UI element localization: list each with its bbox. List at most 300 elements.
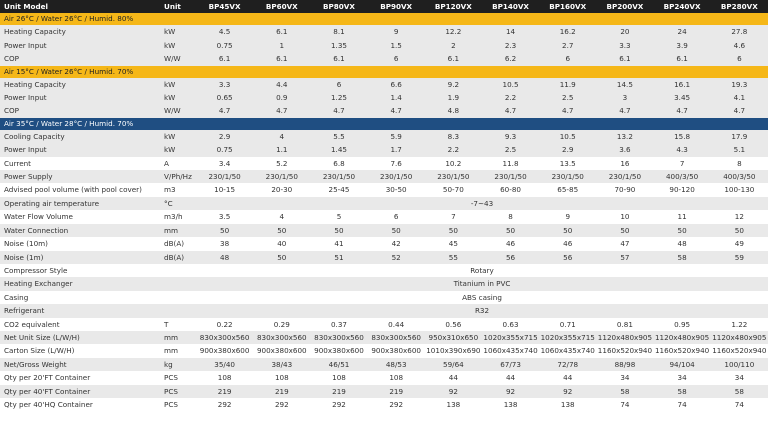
row-value: 17.9 [711,130,768,143]
row-value: 3.3 [196,78,253,91]
row-value: 292 [368,398,425,411]
row-unit: dB(A) [150,251,196,264]
row-value: 3.6 [596,143,653,156]
table-row [0,143,768,156]
row-value: 230/1/50 [310,170,367,183]
row-unit: T [150,318,196,331]
row-value: 3.9 [654,39,711,52]
row-unit: kW [150,39,196,52]
row-value: 4.8 [425,104,482,117]
row-unit: kW [150,130,196,143]
row-value: 49 [711,237,768,250]
row-label: COP [0,104,150,117]
row-value: 48 [654,237,711,250]
row-value: 0.71 [539,318,596,331]
row-value: 0.37 [310,318,367,331]
row-value: 6.1 [310,52,367,65]
row-value: 74 [711,398,768,411]
row-unit: mm [150,224,196,237]
row-value: 34 [596,371,653,384]
row-value: 19.3 [711,78,768,91]
row-value: 219 [196,385,253,398]
table-row [0,91,768,104]
row-value: 34 [711,371,768,384]
row-label: Power Input [0,143,150,156]
row-label: Net/Gross Weight [0,358,150,371]
table-row [0,264,768,277]
row-value: 10.2 [425,157,482,170]
row-value: 4.1 [711,91,768,104]
row-value-span: ABS casing [196,291,768,304]
row-value: 3.45 [654,91,711,104]
row-value-span: Titanium in PVC [196,277,768,290]
row-value: 6.1 [596,52,653,65]
row-label: Cooling Capacity [0,130,150,143]
row-value: 1060x435x740 [539,344,596,357]
row-value: 100-130 [711,183,768,196]
row-value: 6 [368,210,425,223]
row-label: Heating Exchanger [0,277,150,290]
row-value: 0.65 [196,91,253,104]
row-value: 108 [310,371,367,384]
row-unit: A [150,157,196,170]
row-value-span: Rotary [196,264,768,277]
row-value: 14.5 [596,78,653,91]
row-value: 90-120 [654,183,711,196]
table-row [0,237,768,250]
table-row [0,197,768,210]
row-unit: kW [150,91,196,104]
row-label: Carton Size (L/W/H) [0,344,150,357]
row-value: 4.7 [482,104,539,117]
row-value: 16.2 [539,25,596,38]
row-value: 58 [654,385,711,398]
row-value: 4.7 [539,104,596,117]
row-value: 9 [368,25,425,38]
row-value: 44 [539,371,596,384]
row-value: 57 [596,251,653,264]
row-label: Operating air temperature [0,197,150,210]
row-unit: kW [150,78,196,91]
row-value: 20 [596,25,653,38]
row-label: Net Unit Size (L/W/H) [0,331,150,344]
row-value: 1.7 [368,143,425,156]
row-value: 0.29 [253,318,310,331]
table-row [0,358,768,371]
row-value: 230/1/50 [539,170,596,183]
row-label: Heating Capacity [0,78,150,91]
row-value: 48/53 [368,358,425,371]
row-value: 2.3 [482,39,539,52]
row-value: 100/110 [711,358,768,371]
row-value: 58 [711,385,768,398]
row-unit: mm [150,331,196,344]
row-unit: m3 [150,183,196,196]
row-value: 4.7 [368,104,425,117]
row-value: 9 [539,210,596,223]
row-value: 38 [196,237,253,250]
row-value: 1 [253,39,310,52]
row-value: 74 [654,398,711,411]
row-label: Water Flow Volume [0,210,150,223]
row-value: 830x300x560 [253,331,310,344]
row-value: 50 [253,224,310,237]
row-unit: V/Ph/Hz [150,170,196,183]
row-value: 1120x480x905 [654,331,711,344]
row-unit: °C [150,197,196,210]
row-value: 108 [253,371,310,384]
section-row [0,66,768,78]
table-row [0,371,768,384]
row-value: 6.1 [425,52,482,65]
row-value: 1.5 [368,39,425,52]
row-value: 1010x390x690 [425,344,482,357]
row-label: COP [0,52,150,65]
row-value: 3.3 [596,39,653,52]
row-value: 2.9 [196,130,253,143]
table-row [0,385,768,398]
row-value: 6 [539,52,596,65]
row-value: 0.44 [368,318,425,331]
row-value: 6.2 [482,52,539,65]
row-value: 5.2 [253,157,310,170]
row-value: 3 [596,91,653,104]
row-label: Power Input [0,39,150,52]
row-value: 2.7 [539,39,596,52]
row-value: 10-15 [196,183,253,196]
row-label: Advised pool volume (with pool cover) [0,183,150,196]
row-label: Power Input [0,91,150,104]
row-label: Refrigerant [0,304,150,317]
row-unit [150,264,196,277]
row-value: 8 [482,210,539,223]
row-value: 1160x520x940 [596,344,653,357]
header-model: BP140VX [482,0,539,13]
row-value: 0.22 [196,318,253,331]
row-label: Qty per 40'FT Container [0,385,150,398]
row-value: 13.2 [596,130,653,143]
table-row [0,210,768,223]
header-model: BP120VX [425,0,482,13]
row-value: 4.7 [654,104,711,117]
row-value: 4 [253,130,310,143]
row-value: 0.95 [654,318,711,331]
row-value: 900x380x600 [253,344,310,357]
row-value: 138 [425,398,482,411]
row-value: 292 [196,398,253,411]
row-value: 138 [482,398,539,411]
table-row [0,183,768,196]
row-value: 4.6 [711,39,768,52]
row-value: 219 [310,385,367,398]
row-value: 59/64 [425,358,482,371]
row-value: 4 [253,210,310,223]
row-label: Compressor Style [0,264,150,277]
row-unit: kW [150,25,196,38]
row-value: 7.6 [368,157,425,170]
row-value: 0.75 [196,39,253,52]
row-value: 92 [539,385,596,398]
row-unit [150,291,196,304]
row-label: Heating Capacity [0,25,150,38]
row-unit: mm [150,344,196,357]
header-model: BP45VX [196,0,253,13]
row-value: 35/40 [196,358,253,371]
row-unit: W/W [150,104,196,117]
row-value: 1060x435x740 [482,344,539,357]
row-value: 6.1 [196,52,253,65]
row-value: 27.8 [711,25,768,38]
row-value: 16.1 [654,78,711,91]
row-value: 6.6 [368,78,425,91]
row-value: 1160x520x940 [711,344,768,357]
header-model: BP80VX [310,0,367,13]
row-value: 14 [482,25,539,38]
row-value: 50 [482,224,539,237]
row-value: 6.8 [310,157,367,170]
row-value: 20-30 [253,183,310,196]
row-value: 1020x355x715 [539,331,596,344]
row-unit: m3/h [150,210,196,223]
row-value: 11.9 [539,78,596,91]
row-value: 6.1 [253,25,310,38]
table-row [0,398,768,411]
row-value: 8 [711,157,768,170]
row-value: 292 [310,398,367,411]
row-value: 230/1/50 [596,170,653,183]
row-value: 0.9 [253,91,310,104]
row-value: 67/73 [482,358,539,371]
table-row [0,277,768,290]
table-row [0,52,768,65]
row-value: 219 [368,385,425,398]
row-value: 9.3 [482,130,539,143]
row-value: 4.7 [711,104,768,117]
row-value: 1.1 [253,143,310,156]
row-value: 230/1/50 [425,170,482,183]
row-value: 138 [539,398,596,411]
row-value: 900x380x600 [368,344,425,357]
row-value: 2 [425,39,482,52]
header-model: BP200VX [596,0,653,13]
row-label: Water Connection [0,224,150,237]
header-label: Unit Model [0,0,150,13]
row-value: 10 [596,210,653,223]
row-value: 6 [711,52,768,65]
row-unit: PCS [150,371,196,384]
row-value: 1.9 [425,91,482,104]
row-value: 38/43 [253,358,310,371]
row-value: 56 [482,251,539,264]
row-value: 2.9 [539,143,596,156]
row-value: 4.5 [196,25,253,38]
row-value: 1.35 [310,39,367,52]
row-value: 400/3/50 [711,170,768,183]
row-value: 50 [539,224,596,237]
row-label: Current [0,157,150,170]
row-value: 5 [310,210,367,223]
row-value: 92 [425,385,482,398]
table-row [0,331,768,344]
header-model: BP240VX [654,0,711,13]
row-value: 58 [654,251,711,264]
row-value: 292 [253,398,310,411]
row-value: 2.2 [482,91,539,104]
row-value: 46 [539,237,596,250]
row-unit [150,277,196,290]
row-value: 50 [711,224,768,237]
row-unit: dB(A) [150,237,196,250]
row-value: 41 [310,237,367,250]
row-value: 50 [654,224,711,237]
row-value: 5.9 [368,130,425,143]
row-value: 900x380x600 [196,344,253,357]
row-value: 1.45 [310,143,367,156]
row-value: 108 [196,371,253,384]
row-value: 11 [654,210,711,223]
row-value: 0.81 [596,318,653,331]
row-value: 7 [425,210,482,223]
row-value: 108 [368,371,425,384]
row-value: 5.5 [310,130,367,143]
table-row [0,130,768,143]
row-value: 10.5 [539,130,596,143]
row-value: 50-70 [425,183,482,196]
row-label: Noise (1m) [0,251,150,264]
row-label: Power Supply [0,170,150,183]
row-value: 900x380x600 [310,344,367,357]
row-value: 11.8 [482,157,539,170]
row-value: 6 [310,78,367,91]
row-value: 0.56 [425,318,482,331]
row-value: 4.7 [196,104,253,117]
row-label: Casing [0,291,150,304]
row-value-span: -7~43 [196,197,768,210]
row-value: 830x300x560 [196,331,253,344]
row-unit: kg [150,358,196,371]
row-value: 50 [368,224,425,237]
row-value: 8.3 [425,130,482,143]
section-title: Air 26°C / Water 26°C / Humid. 80% [0,13,768,25]
row-value: 219 [253,385,310,398]
header-model: BP90VX [368,0,425,13]
row-value: 16 [596,157,653,170]
table-row [0,291,768,304]
row-value: 3.5 [196,210,253,223]
row-value: 230/1/50 [196,170,253,183]
row-value: 88/98 [596,358,653,371]
table-row [0,25,768,38]
row-value: 30-50 [368,183,425,196]
row-value: 0.63 [482,318,539,331]
header-row [0,0,768,13]
table-row [0,318,768,331]
row-value: 830x300x560 [368,331,425,344]
table-row [0,39,768,52]
row-unit: W/W [150,52,196,65]
row-value: 1.25 [310,91,367,104]
row-value: 4.7 [310,104,367,117]
row-value: 0.75 [196,143,253,156]
row-label: CO2 equivalent [0,318,150,331]
row-value: 950x310x650 [425,331,482,344]
row-value: 830x300x560 [310,331,367,344]
header-model: BP60VX [253,0,310,13]
row-value: 12.2 [425,25,482,38]
row-value: 24 [654,25,711,38]
row-value: 230/1/50 [253,170,310,183]
row-value: 6.1 [253,52,310,65]
table-row [0,157,768,170]
row-value: 1160x520x940 [654,344,711,357]
row-value: 1.4 [368,91,425,104]
table-row [0,304,768,317]
row-value: 230/1/50 [482,170,539,183]
row-value: 40 [253,237,310,250]
row-value: 6.1 [654,52,711,65]
table-row [0,170,768,183]
row-value: 4.7 [253,104,310,117]
row-value: 7 [654,157,711,170]
row-value: 56 [539,251,596,264]
row-value: 1.22 [711,318,768,331]
row-value: 52 [368,251,425,264]
row-value: 94/104 [654,358,711,371]
row-value: 25-45 [310,183,367,196]
row-label: Noise (10m) [0,237,150,250]
row-value: 2.5 [539,91,596,104]
section-row [0,13,768,25]
row-label: Qty per 20'FT Container [0,371,150,384]
row-value: 10.5 [482,78,539,91]
row-value: 230/1/50 [368,170,425,183]
row-value: 42 [368,237,425,250]
table-row [0,104,768,117]
row-value: 59 [711,251,768,264]
row-value: 44 [425,371,482,384]
row-value: 65-85 [539,183,596,196]
header-unit: Unit [150,0,196,13]
row-value: 12 [711,210,768,223]
row-value: 13.5 [539,157,596,170]
row-value: 70-90 [596,183,653,196]
row-value: 50 [596,224,653,237]
row-value: 44 [482,371,539,384]
row-unit [150,304,196,317]
row-unit: PCS [150,398,196,411]
table-row [0,251,768,264]
header-model: BP280VX [711,0,768,13]
row-value: 72/78 [539,358,596,371]
row-value: 6 [368,52,425,65]
row-value: 58 [596,385,653,398]
row-label: Qty per 40'HQ Container [0,398,150,411]
row-unit: PCS [150,385,196,398]
table-row [0,224,768,237]
row-value: 47 [596,237,653,250]
section-title: Air 15°C / Water 26°C / Humid. 70% [0,66,768,78]
row-value: 4.4 [253,78,310,91]
header-model: BP160VX [539,0,596,13]
row-value: 3.4 [196,157,253,170]
section-row [0,118,768,130]
table-row [0,344,768,357]
row-value: 400/3/50 [654,170,711,183]
row-value: 9.2 [425,78,482,91]
row-value: 74 [596,398,653,411]
row-value: 50 [310,224,367,237]
section-title: Air 35°C / Water 28°C / Humid. 70% [0,118,768,130]
